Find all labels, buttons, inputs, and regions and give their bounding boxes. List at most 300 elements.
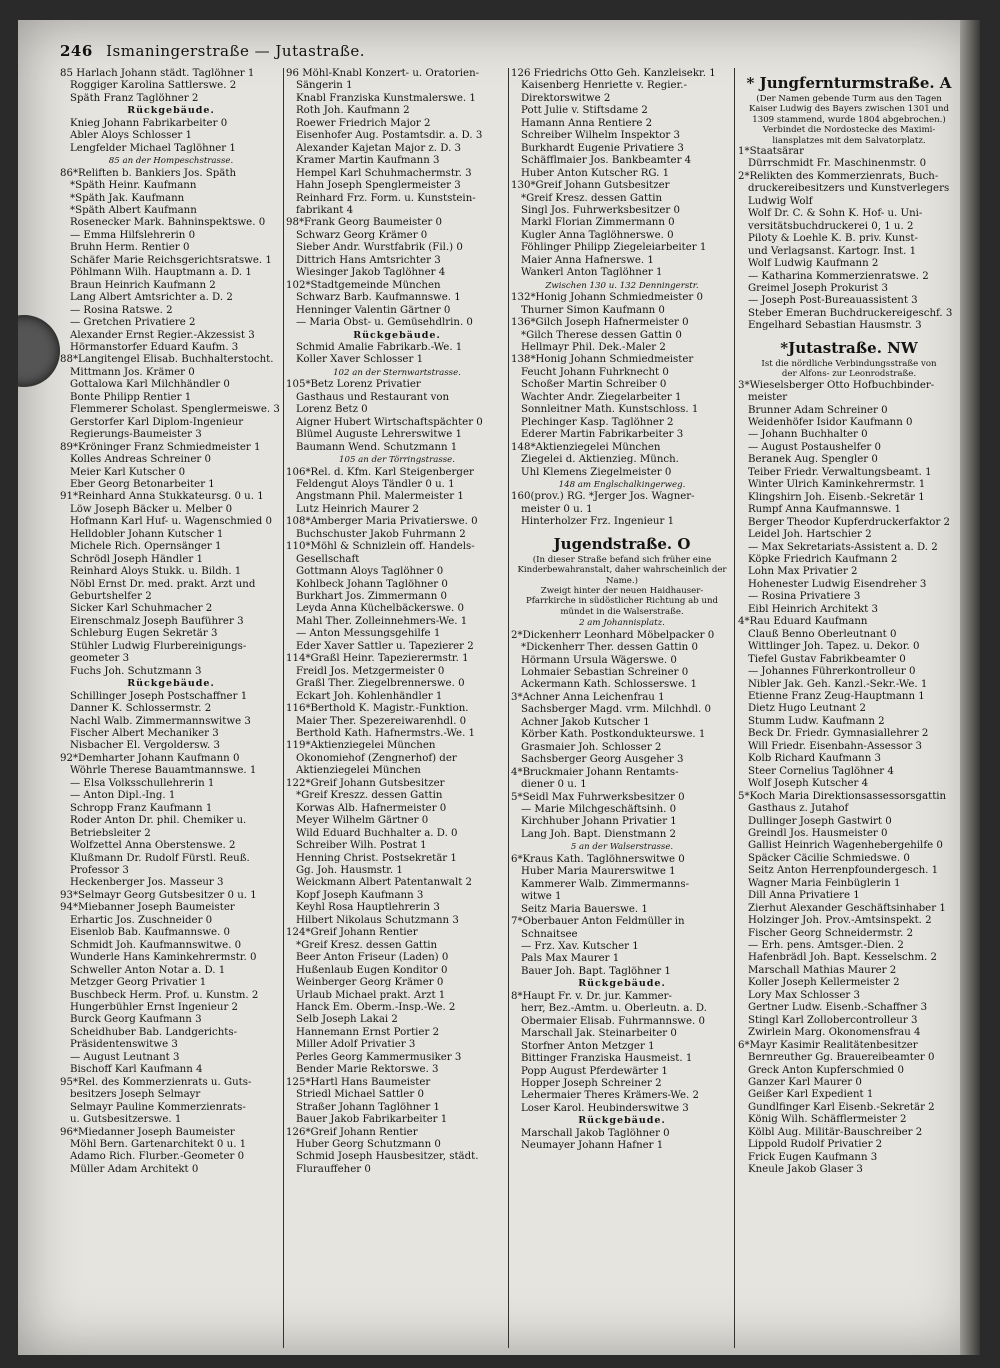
entry-text: 108*Amberger Maria Privatierswe. 0 <box>286 516 478 528</box>
directory-entry <box>286 217 508 229</box>
street-heading <box>738 337 960 359</box>
entry-text: Eckart Joh. Kohlenhändler 1 <box>296 690 443 702</box>
directory-entry <box>286 80 508 92</box>
entry-text: Steber Emeran Buchdruckereigeschf. 3 <box>748 307 953 319</box>
directory-entry <box>286 566 508 578</box>
directory-entry <box>738 679 960 691</box>
directory-entry <box>60 1014 282 1026</box>
entry-text: Lory Max Schlosser 3 <box>748 989 860 1001</box>
section-heading <box>60 105 282 117</box>
entry-text: Gottalowa Karl Milchhändler 0 <box>70 379 230 391</box>
entry-text: Buchschuster Jakob Fuhrmann 2 <box>296 528 466 540</box>
entry-text: Bender Marie Rektorswe. 3 <box>296 1064 439 1076</box>
entry-text: Rumpf Anna Kaufmannswe. 1 <box>748 504 902 516</box>
entry-text: — Emma Hilfslehrerin 0 <box>70 229 196 241</box>
entry-text: Leyda Anna Küchelbäckerswe. 0 <box>296 603 464 615</box>
entry-text: Heckenberger Jos. Masseur 3 <box>70 877 224 889</box>
entry-text: Meier Karl Kutscher 0 <box>70 466 186 478</box>
entry-text: Kramer Martin Kaufmann 3 <box>296 155 440 167</box>
entry-text: Aigner Hubert Wirtschaftspächter 0 <box>296 416 483 428</box>
section-heading <box>511 978 733 990</box>
directory-entry <box>738 429 960 441</box>
column-3 <box>511 68 733 1153</box>
directory-entry <box>511 255 733 267</box>
entry-text: 95*Rel. des Kommerzienrats u. Guts- <box>60 1076 252 1088</box>
entry-text: Gesellschaft <box>296 553 360 565</box>
entry-text: Kölbl Aug. Militär-Bauschreiber 2 <box>748 1126 923 1138</box>
directory-entry <box>738 1127 960 1139</box>
directory-entry <box>60 1039 282 1051</box>
corner-note <box>60 155 282 167</box>
entry-text: Engelhard Sebastian Hausmstr. 3 <box>748 320 922 332</box>
directory-entry <box>286 940 508 952</box>
entry-text: Seitz Anton Herrenpfoundergesch. 1 <box>748 865 939 877</box>
entry-text: — Rosina Privatiere 3 <box>748 591 861 603</box>
entry-text: — Max Sekretariats-Assistent a. D. 2 <box>748 541 938 553</box>
directory-entry <box>511 367 733 379</box>
entry-text: — Johannes Führerkontrolleur 0 <box>748 666 916 678</box>
directory-entry <box>511 679 733 691</box>
entry-text: Abler Aloys Schlosser 1 <box>70 130 192 142</box>
directory-entry <box>286 1114 508 1126</box>
entry-text: Roth Joh. Kaufmann 2 <box>296 105 410 117</box>
directory-entry <box>511 866 733 878</box>
entry-text: Ederer Martin Fabrikarbeiter 3 <box>521 429 684 441</box>
directory-entry <box>511 354 733 366</box>
directory-entry <box>511 80 733 92</box>
entry-text: Kaisenberg Henriette v. Regier.- <box>521 80 687 92</box>
directory-entry <box>738 641 960 653</box>
entry-text: Gundlfinger Karl Eisenb.-Sekretär 2 <box>748 1101 935 1113</box>
entry-text: 132*Honig Johann Schmiedmeister 0 <box>511 292 703 304</box>
directory-entry <box>286 280 508 292</box>
entry-text: Kinderbewahranstalt, daher wahrscheinlich der <box>517 565 727 576</box>
entry-text: (Der Namen gebende Turm aus den Tagen <box>756 94 942 104</box>
entry-text: 7*Oberbauer Anton Feldmüller in <box>511 916 685 928</box>
entry-text: Plechinger Kasp. Taglöhner 2 <box>521 416 674 428</box>
entry-text: Wunderle Hans Kaminkehrermstr. 0 <box>70 952 257 964</box>
entry-text: Nachl Walb. Zimmermannswitwe 3 <box>70 715 251 727</box>
directory-entry <box>511 991 733 1003</box>
directory-entry <box>60 965 282 977</box>
directory-entry <box>286 1052 508 1064</box>
directory-entry <box>511 504 733 516</box>
directory-entry <box>286 716 508 728</box>
directory-entry <box>286 728 508 740</box>
entry-text: 5 an der Walserstrasse. <box>570 842 674 853</box>
entry-text: Sieber Andr. Wurstfabrik (Fil.) 0 <box>296 242 463 254</box>
entry-text: 92*Demharter Johann Kaufmann 0 <box>60 752 240 764</box>
entry-text: — Johann Buchhalter 0 <box>748 429 868 441</box>
street-description <box>511 607 733 617</box>
entry-text: Zwirlein Marg. Ökonomensfrau 4 <box>748 1027 921 1039</box>
entry-text: meister 0 u. 1 <box>521 503 593 515</box>
entry-text: Zwischen 130 u. 132 Denningerstr. <box>545 280 699 291</box>
directory-entry <box>511 93 733 105</box>
entry-text: Rückgebäude. <box>127 105 215 117</box>
directory-entry <box>286 865 508 877</box>
directory-entry <box>738 766 960 778</box>
directory-entry <box>511 966 733 978</box>
entry-text: Greck Anton Kupferschmied 0 <box>748 1064 904 1076</box>
entry-text: Schmid Amalie Fabrikarb.-We. 1 <box>296 341 463 353</box>
directory-entry <box>60 716 282 728</box>
directory-entry <box>286 442 508 454</box>
entry-text: versitätsbuchdruckerei 0, 1 u. 2 <box>748 220 914 232</box>
entry-text: Pfarrkirche in südöstlicher Richtung ab und <box>525 596 719 607</box>
entry-text: Will Friedr. Eisenbahn-Assessor 3 <box>748 740 922 752</box>
directory-entry <box>60 1052 282 1064</box>
entry-text: Kopf Joseph Kaufmann 3 <box>296 889 424 901</box>
directory-entry <box>511 1003 733 1015</box>
directory-entry <box>511 155 733 167</box>
entry-text: 5*Koch Maria Direktionsassessorsgattin <box>738 790 947 802</box>
entry-text: Alexander Ernst Regier.-Akzessist 3 <box>70 329 255 341</box>
directory-entry <box>738 171 960 183</box>
corner-note <box>511 617 733 629</box>
entry-text: Ist die nördliche Verbindungsstraße von <box>761 358 937 369</box>
entry-text: Beer Anton Friseur (Laden) 0 <box>296 952 449 964</box>
entry-text: 98*Frank Georg Baumeister 0 <box>286 217 442 229</box>
entry-text: Sachsberger Magd. vrm. Milchhdl. 0 <box>521 704 711 716</box>
directory-entry <box>286 778 508 790</box>
entry-text: 160(prov.) RG. *Jerger Jos. Wagner- <box>511 491 695 503</box>
entry-text: Jugendstraße. O <box>553 534 691 553</box>
directory-entry <box>738 380 960 392</box>
entry-text: Huber Anton Kutscher RG. 1 <box>521 167 670 179</box>
corner-note <box>286 454 508 466</box>
directory-entry <box>738 816 960 828</box>
entry-text: Korwas Alb. Hafnermeister 0 <box>296 802 447 814</box>
directory-entry <box>60 666 282 678</box>
directory-entry <box>738 890 960 902</box>
directory-entry <box>286 579 508 591</box>
directory-entry <box>511 729 733 741</box>
entry-text: Eber Georg Betonarbeiter 1 <box>70 478 215 490</box>
directory-entry <box>286 267 508 279</box>
entry-text: 124*Greif Johann Rentier <box>286 927 418 939</box>
entry-text: Blümel Auguste Lehrerswitwe 1 <box>296 429 462 441</box>
directory-entry <box>738 258 960 270</box>
directory-entry <box>511 804 733 816</box>
entry-text: Frick Eugen Kaufmann 3 <box>748 1151 878 1163</box>
entry-text: — Anton Messungsgehilfe 1 <box>296 628 441 640</box>
directory-entry <box>60 118 282 130</box>
directory-entry <box>286 554 508 566</box>
entry-text: Erhartic Jos. Zuschneider 0 <box>70 914 213 926</box>
entry-text: Selmayr Pauline Kommerzienrats- <box>70 1101 246 1113</box>
directory-entry <box>60 902 282 914</box>
entry-text: 86*Reliften b. Bankiers Jos. Späth <box>60 167 237 179</box>
entry-text: Hinterholzer Frz. Ingenieur 1 <box>521 516 675 528</box>
directory-entry <box>738 221 960 233</box>
directory-entry <box>60 877 282 889</box>
entry-text: Schnaitsee <box>521 928 578 940</box>
entry-text: diener 0 u. 1 <box>521 779 587 791</box>
column-2 <box>286 68 508 1176</box>
column-divider <box>734 68 735 1348</box>
directory-entry <box>286 130 508 142</box>
directory-entry <box>286 616 508 628</box>
entry-text: Ganzer Karl Maurer 0 <box>748 1077 862 1089</box>
entry-text: Lohmaier Sebastian Schreiner 0 <box>521 667 689 679</box>
directory-entry <box>738 479 960 491</box>
directory-entry <box>60 1027 282 1039</box>
directory-entry <box>738 579 960 591</box>
entry-text: Rückgebäude. <box>578 978 666 990</box>
entry-text: Ziegelei d. Aktienzieg. Münch. <box>521 454 679 466</box>
entry-text: druckereibesitzers und Kunstverlegers <box>748 183 950 195</box>
directory-entry <box>738 1002 960 1014</box>
directory-entry <box>286 479 508 491</box>
entry-text: 116*Berthold K. Magistr.-Funktion. <box>286 703 469 715</box>
entry-text: Gottmann Aloys Taglöhner 0 <box>296 566 444 578</box>
page-title: Ismaningerstraße — Jutastraße. <box>106 42 366 60</box>
entry-text: Uhl Klemens Ziegelmeister 0 <box>521 466 672 478</box>
directory-entry <box>511 305 733 317</box>
directory-entry <box>738 392 960 404</box>
directory-entry <box>60 541 282 553</box>
directory-entry <box>286 180 508 192</box>
directory-entry <box>286 491 508 503</box>
directory-entry <box>286 653 508 665</box>
directory-entry <box>511 429 733 441</box>
entry-text: Miller Adolf Privatier 3 <box>296 1039 416 1051</box>
directory-entry <box>511 205 733 217</box>
page-number: 246 <box>60 42 93 60</box>
directory-entry <box>738 1052 960 1064</box>
directory-entry <box>511 879 733 891</box>
directory-entry <box>60 479 282 491</box>
directory-entry <box>60 990 282 1002</box>
entry-text: *Späth Heinr. Kaufmann <box>70 180 197 192</box>
directory-entry <box>511 816 733 828</box>
directory-entry <box>286 952 508 964</box>
entry-text: Aktienziegelei München <box>296 765 421 777</box>
entry-text: Singl Jos. Fuhrwerksbesitzer 0 <box>521 204 680 216</box>
directory-entry <box>60 80 282 92</box>
entry-text: Sonnleitner Math. Kunstschloss. 1 <box>521 404 699 416</box>
entry-text: Hörmann Ursula Wägerswe. 0 <box>521 654 677 666</box>
directory-entry <box>511 829 733 841</box>
directory-entry <box>738 542 960 554</box>
entry-text: Marschall Jak. Steinarbeiter 0 <box>521 1028 677 1040</box>
entry-text: Nöbl Ernst Dr. med. prakt. Arzt und <box>70 578 256 590</box>
entry-text: Weickmann Albert Patentanwalt 2 <box>296 877 473 889</box>
entry-text: Lorenz Betz 0 <box>296 404 368 416</box>
entry-text: meister <box>748 392 788 404</box>
directory-entry <box>738 283 960 295</box>
entry-text: 88*Langitengel Elisab. Buchhalterstocht. <box>60 354 274 366</box>
directory-entry <box>738 952 960 964</box>
entry-text: Selb Joseph Lakai 2 <box>296 1014 398 1026</box>
entry-text: Michele Rich. Opernsänger 1 <box>70 541 222 553</box>
entry-text: Klingshirn Joh. Eisenb.-Sekretär 1 <box>748 491 925 503</box>
directory-entry <box>511 704 733 716</box>
entry-text: Schäfflmaier Jos. Bankbeamter 4 <box>521 155 692 167</box>
directory-entry <box>60 217 282 229</box>
directory-entry <box>60 267 282 279</box>
entry-text: 3*Achner Anna Leichenfrau 1 <box>511 691 665 703</box>
directory-entry <box>60 193 282 205</box>
entry-text: Kolles Andreas Schreiner 0 <box>70 454 211 466</box>
directory-entry <box>511 717 733 729</box>
directory-entry <box>286 977 508 989</box>
column-1 <box>60 68 282 1176</box>
directory-entry <box>286 1127 508 1139</box>
entry-text: Rückgebäude. <box>127 678 215 690</box>
directory-entry <box>60 778 282 790</box>
directory-entry <box>286 591 508 603</box>
entry-text: Berthold Kath. Hafnermstrs.-We. 1 <box>296 728 476 740</box>
directory-entry <box>286 230 508 242</box>
entry-text: Wittlinger Joh. Tapez. u. Dekor. 0 <box>748 641 920 653</box>
entry-text: Flemmerer Scholast. Spenglermeiswe. 3 <box>70 404 280 416</box>
entry-text: Schreiber Wilh. Postrat 1 <box>296 840 427 852</box>
directory-entry <box>286 1014 508 1026</box>
directory-entry <box>60 815 282 827</box>
directory-entry <box>60 853 282 865</box>
directory-entry <box>60 168 282 180</box>
entry-text: * Jungfernturmstraße. A <box>746 74 952 92</box>
directory-entry <box>738 853 960 865</box>
entry-text: — Erh. pens. Amtsger.-Dien. 2 <box>748 940 904 952</box>
directory-entry <box>738 554 960 566</box>
entry-text: Hungerbühler Ernst Ingenieur 2 <box>70 1001 239 1013</box>
entry-text: Grasmaier Joh. Schlosser 2 <box>521 741 662 753</box>
directory-entry <box>60 516 282 528</box>
entry-text: 94*Miebanner Joseph Baumeister <box>60 902 235 914</box>
directory-entry <box>511 242 733 254</box>
entry-text: Straßer Johann Taglöhner 1 <box>296 1101 440 1113</box>
directory-entry <box>511 68 733 80</box>
entry-text: Ökonomiehof (Zengnerhof) der <box>296 752 457 764</box>
entry-text: Eirenschmalz Joseph Bauführer 3 <box>70 615 244 627</box>
entry-text: Huber Georg Schutzmann 0 <box>296 1138 441 1150</box>
directory-entry <box>60 317 282 329</box>
entry-text: Marschall Jakob Taglöhner 0 <box>521 1127 670 1139</box>
directory-entry <box>738 1102 960 1114</box>
entry-text: Freidl Jos. Metzgermeister 0 <box>296 665 445 677</box>
directory-entry <box>286 143 508 155</box>
directory-entry <box>286 255 508 267</box>
directory-entry <box>60 93 282 105</box>
corner-note <box>511 841 733 853</box>
entry-text: 102*Stadtgemeinde München <box>286 279 441 291</box>
directory-entry <box>60 865 282 877</box>
directory-entry <box>60 803 282 815</box>
directory-entry <box>286 467 508 479</box>
entry-text: Maier Ther. Spezereiwarenhdl. 0 <box>296 715 467 727</box>
entry-text: Storfner Anton Metzger 1 <box>521 1040 655 1052</box>
entry-text: Rückgebäude. <box>353 329 441 341</box>
directory-entry <box>511 630 733 642</box>
directory-entry <box>286 1027 508 1039</box>
directory-entry <box>60 1002 282 1014</box>
entry-text: Winter Ulrich Kaminkehrermstr. 1 <box>748 479 926 491</box>
directory-entry <box>738 666 960 678</box>
directory-entry <box>60 1127 282 1139</box>
directory-entry <box>738 1114 960 1126</box>
directory-entry <box>738 504 960 516</box>
directory-entry <box>511 642 733 654</box>
directory-entry <box>738 517 960 529</box>
directory-entry <box>511 655 733 667</box>
entry-text: 125*Hartl Hans Baumeister <box>286 1076 431 1088</box>
directory-entry <box>511 143 733 155</box>
directory-entry <box>511 217 733 229</box>
entry-text: 119*Aktienziegelei München <box>286 740 436 752</box>
entry-text: Ludwig Wolf <box>748 195 813 207</box>
directory-entry <box>286 529 508 541</box>
entry-text: und Verlagsanst. Kartogr. Inst. 1 <box>748 245 917 257</box>
street-description <box>511 596 733 606</box>
directory-entry <box>738 295 960 307</box>
entry-text: (In dieser Straße befand sich früher eine <box>532 554 712 565</box>
entry-text: 110*Möhl & Schnizlein off. Handels- <box>286 541 475 553</box>
directory-entry <box>286 155 508 167</box>
entry-text: Kolb Richard Kaufmann 3 <box>748 753 881 765</box>
entry-text: 2*Relikten des Kommerzienrats, Buch- <box>738 170 939 182</box>
entry-text: Hahn Joseph Spenglermeister 3 <box>296 180 461 192</box>
directory-entry <box>60 940 282 952</box>
entry-text: Achner Jakob Kutscher 1 <box>521 716 650 728</box>
directory-entry <box>738 728 960 740</box>
directory-entry <box>286 990 508 1002</box>
entry-text: Sicker Karl Schuhmacher 2 <box>70 603 213 615</box>
entry-text: herr, Bez.-Amtm. u. Oberleutn. a. D. <box>521 1003 707 1015</box>
directory-entry <box>738 865 960 877</box>
entry-text: Bonte Philipp Rentier 1 <box>70 391 192 403</box>
directory-entry <box>738 271 960 283</box>
directory-entry <box>286 890 508 902</box>
directory-entry <box>738 146 960 158</box>
column-divider <box>283 68 284 1348</box>
directory-entry <box>511 754 733 766</box>
directory-entry <box>511 330 733 342</box>
entry-text: Rückgebäude. <box>578 1115 666 1127</box>
directory-entry <box>60 504 282 516</box>
street-description <box>511 565 733 575</box>
entry-text: Obermaier Elisab. Fuhrmannswe. 0 <box>521 1015 706 1027</box>
entry-text: Pott Julie v. Stiftsdame 2 <box>521 105 648 117</box>
directory-entry <box>511 105 733 117</box>
directory-entry <box>286 404 508 416</box>
entry-text: fabrikant 4 <box>296 204 354 216</box>
directory-entry <box>286 105 508 117</box>
entry-text: Beranek Aug. Spengler 0 <box>748 454 878 466</box>
entry-text: Perles Georg Kammermusiker 3 <box>296 1051 462 1063</box>
directory-entry <box>286 242 508 254</box>
directory-entry <box>738 977 960 989</box>
street-description <box>738 94 960 104</box>
directory-entry <box>60 765 282 777</box>
directory-entry <box>286 641 508 653</box>
entry-text: Tiefel Gustav Fabrikbeamter 0 <box>748 653 906 665</box>
directory-entry <box>60 330 282 342</box>
directory-entry <box>738 454 960 466</box>
entry-text: *Späth Albert Kaufmann <box>70 204 197 216</box>
entry-text: Möhl Bern. Gartenarchitekt 0 u. 1 <box>70 1138 247 1150</box>
entry-text: Eisenhofer Aug. Postamtsdir. a. D. 3 <box>296 130 483 142</box>
entry-text: Urlaub Michael prakt. Arzt 1 <box>296 989 446 1001</box>
entry-text: Wild Eduard Buchhalter a. D. 0 <box>296 827 458 839</box>
entry-text: *Dickenherr Ther. dessen Gattin 0 <box>521 642 698 654</box>
directory-entry <box>738 1065 960 1077</box>
directory-entry <box>738 654 960 666</box>
directory-entry <box>738 246 960 258</box>
street-description <box>738 359 960 369</box>
